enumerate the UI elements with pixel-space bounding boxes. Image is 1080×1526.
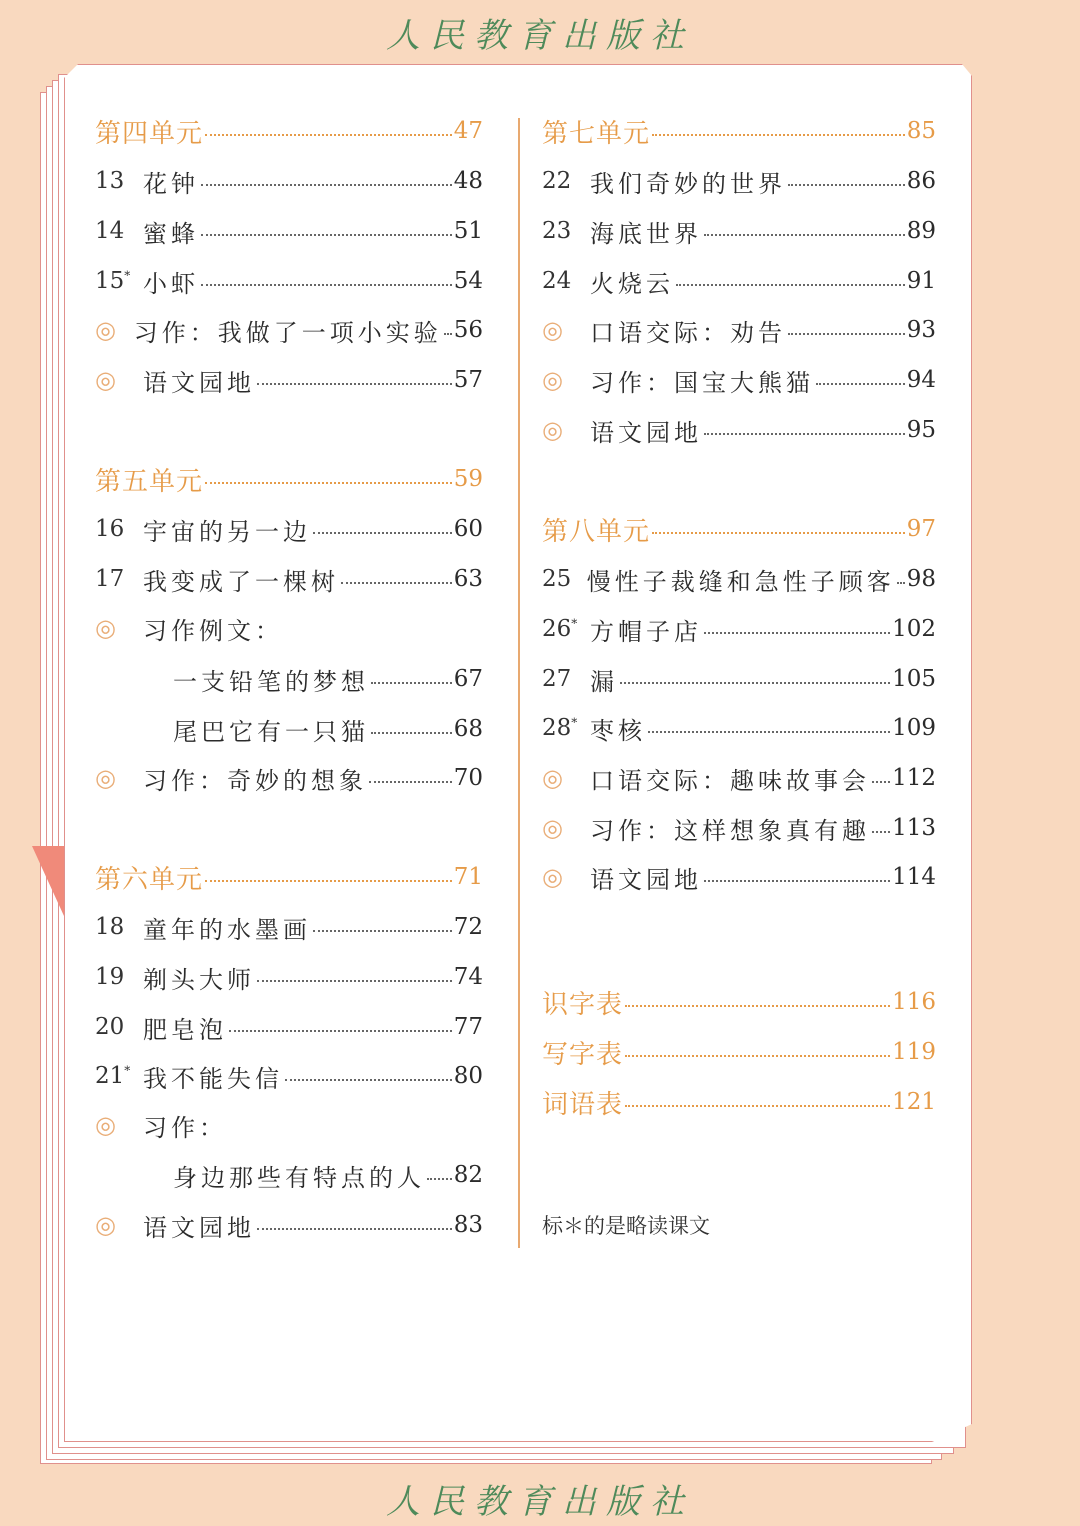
lesson-number bbox=[95, 1063, 143, 1089]
toc-entry[interactable] bbox=[95, 661, 483, 697]
toc-entry[interactable] bbox=[542, 859, 936, 895]
lesson-number-text: 13 bbox=[95, 168, 125, 194]
toc-unit-heading[interactable] bbox=[95, 113, 483, 149]
page-number: 47 bbox=[453, 118, 483, 144]
toc-entry[interactable] bbox=[542, 163, 936, 199]
lesson-number-text: 28 bbox=[542, 715, 572, 741]
skim-reading-star: * bbox=[124, 268, 131, 283]
dot-leader bbox=[285, 1079, 452, 1081]
toc-entry[interactable] bbox=[95, 163, 483, 199]
footnote: 标＊的是略读课文 bbox=[542, 1214, 710, 1238]
page-number: 86 bbox=[906, 168, 936, 194]
entry-title: 习作：我做了一项小实验 bbox=[133, 318, 442, 347]
toc-unit-heading[interactable] bbox=[542, 113, 936, 149]
dot-leader bbox=[257, 980, 452, 982]
toc-entry[interactable] bbox=[95, 1107, 483, 1143]
lesson-number-text: 18 bbox=[95, 914, 125, 940]
dot-leader bbox=[897, 582, 905, 584]
publisher-logo-top: 人民教育出版社 bbox=[386, 16, 694, 56]
entry-title: 花钟 bbox=[143, 169, 199, 198]
double-circle-icon: ◎ bbox=[542, 416, 563, 444]
page-number: 112 bbox=[892, 765, 936, 791]
toc-entry[interactable] bbox=[95, 1207, 483, 1243]
entry-title: 枣核 bbox=[590, 716, 646, 745]
double-circle-icon: ◎ bbox=[95, 764, 116, 792]
entry-title: 蜜蜂 bbox=[143, 219, 199, 248]
lesson-number-text: 17 bbox=[95, 566, 125, 592]
dot-leader bbox=[620, 682, 890, 684]
toc-entry[interactable] bbox=[542, 611, 936, 647]
page-number: 63 bbox=[453, 566, 483, 592]
skim-reading-star: * bbox=[571, 616, 578, 631]
lesson-number-text: 16 bbox=[95, 516, 125, 542]
page-number: 91 bbox=[906, 268, 936, 294]
page-number: 67 bbox=[453, 666, 483, 692]
dot-leader bbox=[205, 482, 452, 484]
page-number: 71 bbox=[453, 864, 483, 890]
toc-unit-heading[interactable] bbox=[95, 461, 483, 497]
double-circle-icon: ◎ bbox=[542, 764, 563, 792]
entry-title: 语文园地 bbox=[590, 865, 702, 894]
column-divider bbox=[518, 118, 520, 1248]
entry-title: 宇宙的另一边 bbox=[143, 517, 311, 546]
toc-entry[interactable] bbox=[95, 511, 483, 547]
page-number: 72 bbox=[453, 914, 483, 940]
entry-title: 习作：国宝大熊猫 bbox=[590, 368, 814, 397]
toc-entry[interactable] bbox=[95, 1157, 483, 1193]
entry-title: 剃头大师 bbox=[143, 965, 255, 994]
double-circle-icon: ◎ bbox=[542, 814, 563, 842]
lesson-number-text: 19 bbox=[95, 964, 125, 990]
lesson-number bbox=[95, 218, 143, 244]
toc-entry[interactable] bbox=[95, 1058, 483, 1094]
page-number: 113 bbox=[892, 815, 936, 841]
toc-unit-heading[interactable] bbox=[95, 859, 483, 895]
lesson-number bbox=[95, 914, 143, 940]
lesson-number bbox=[542, 566, 587, 592]
dot-leader bbox=[371, 682, 452, 684]
entry-title: 语文园地 bbox=[143, 1213, 255, 1242]
dot-leader bbox=[652, 532, 905, 534]
page-number: 97 bbox=[906, 516, 936, 542]
entry-title: 尾巴它有一只猫 bbox=[173, 717, 369, 746]
page-number: 116 bbox=[892, 989, 936, 1015]
lesson-number-text: 15 bbox=[95, 268, 125, 294]
entry-title: 习作：这样想象真有趣 bbox=[590, 816, 870, 845]
entry-title: 口语交际：趣味故事会 bbox=[590, 766, 870, 795]
dot-leader bbox=[872, 781, 890, 783]
lesson-number bbox=[542, 218, 590, 244]
entry-title: 漏 bbox=[590, 667, 618, 696]
page-number: 70 bbox=[453, 765, 483, 791]
lesson-number bbox=[542, 715, 590, 741]
page-number: 114 bbox=[892, 864, 936, 890]
toc-entry[interactable] bbox=[542, 760, 936, 796]
toc-unit-heading[interactable] bbox=[542, 511, 936, 547]
dot-leader bbox=[676, 284, 905, 286]
dot-leader bbox=[816, 383, 905, 385]
lesson-number bbox=[95, 964, 143, 990]
entry-title: 第六单元 bbox=[95, 864, 204, 895]
dot-leader bbox=[625, 1055, 890, 1057]
lesson-number-text: 27 bbox=[542, 666, 572, 692]
toc-entry[interactable] bbox=[95, 909, 483, 945]
lesson-number-text: 24 bbox=[542, 268, 572, 294]
lesson-number bbox=[542, 666, 590, 692]
dot-leader bbox=[341, 582, 452, 584]
dot-leader bbox=[201, 284, 452, 286]
toc-entry[interactable] bbox=[542, 561, 936, 597]
toc-entry[interactable] bbox=[542, 412, 936, 448]
dot-leader bbox=[313, 930, 452, 932]
dot-leader bbox=[201, 184, 452, 186]
page-number: 82 bbox=[453, 1162, 483, 1188]
lesson-number-text: 25 bbox=[542, 566, 572, 592]
entry-title: 语文园地 bbox=[143, 368, 255, 397]
toc-entry[interactable] bbox=[95, 263, 483, 299]
page-number: 83 bbox=[453, 1212, 483, 1238]
entry-title: 习作：奇妙的想象 bbox=[143, 766, 367, 795]
dot-leader bbox=[257, 383, 452, 385]
page-number: 51 bbox=[453, 218, 483, 244]
lesson-number-text: 22 bbox=[542, 168, 572, 194]
toc-entry[interactable] bbox=[95, 711, 483, 747]
toc-entry[interactable] bbox=[542, 661, 936, 697]
toc-entry[interactable] bbox=[542, 810, 936, 846]
dot-leader bbox=[872, 831, 890, 833]
double-circle-icon: ◎ bbox=[542, 316, 563, 344]
toc-entry[interactable] bbox=[95, 1009, 483, 1045]
page-number: 57 bbox=[453, 367, 483, 393]
entry-title: 习作例文： bbox=[143, 616, 283, 645]
publisher-logo-bottom: 人民教育出版社 bbox=[386, 1482, 694, 1522]
toc-entry[interactable] bbox=[95, 610, 483, 646]
dot-leader bbox=[704, 880, 890, 882]
page-number: 60 bbox=[453, 516, 483, 542]
entry-title: 写字表 bbox=[542, 1039, 624, 1070]
toc-entry[interactable] bbox=[95, 213, 483, 249]
page-number: 54 bbox=[453, 268, 483, 294]
dot-leader bbox=[427, 1178, 452, 1180]
double-circle-icon: ◎ bbox=[95, 614, 116, 642]
page-number: 56 bbox=[453, 317, 483, 343]
dot-leader bbox=[625, 1005, 890, 1007]
dot-leader bbox=[257, 1228, 452, 1230]
skim-reading-star: * bbox=[124, 1063, 131, 1078]
entry-title: 第五单元 bbox=[95, 466, 204, 497]
dot-leader bbox=[313, 532, 452, 534]
entry-title: 我不能失信 bbox=[143, 1064, 283, 1093]
entry-title: 慢性子裁缝和急性子顾客 bbox=[586, 567, 895, 596]
double-circle-icon: ◎ bbox=[95, 1111, 116, 1139]
lesson-number-text: 21 bbox=[95, 1063, 125, 1089]
toc-entry[interactable] bbox=[95, 362, 483, 398]
page-number: 98 bbox=[906, 566, 936, 592]
dot-leader bbox=[369, 781, 452, 783]
page-number: 80 bbox=[453, 1063, 483, 1089]
lesson-number bbox=[95, 268, 143, 294]
toc-entry[interactable] bbox=[542, 312, 936, 348]
double-circle-icon: ◎ bbox=[95, 316, 116, 344]
entry-title: 身边那些有特点的人 bbox=[173, 1163, 425, 1192]
dot-leader bbox=[788, 333, 905, 335]
lesson-number bbox=[95, 168, 143, 194]
toc-entry[interactable] bbox=[542, 213, 936, 249]
entry-title: 肥皂泡 bbox=[143, 1015, 227, 1044]
toc-entry[interactable] bbox=[95, 561, 483, 597]
dot-leader bbox=[648, 731, 890, 733]
entry-title: 第八单元 bbox=[542, 516, 651, 547]
dot-leader bbox=[704, 632, 890, 634]
dot-leader bbox=[704, 433, 905, 435]
page-number: 119 bbox=[892, 1039, 936, 1065]
entry-title: 语文园地 bbox=[590, 418, 702, 447]
lesson-number bbox=[95, 1014, 143, 1040]
dot-leader bbox=[205, 880, 452, 882]
lesson-number-text: 20 bbox=[95, 1014, 125, 1040]
entry-title: 第四单元 bbox=[95, 118, 204, 149]
page-number: 121 bbox=[892, 1089, 936, 1115]
page-number: 85 bbox=[906, 118, 936, 144]
lesson-number bbox=[95, 566, 143, 592]
page-number: 105 bbox=[892, 666, 936, 692]
entry-title: 词语表 bbox=[542, 1089, 624, 1120]
lesson-number bbox=[95, 516, 143, 542]
entry-title: 我们奇妙的世界 bbox=[590, 169, 786, 198]
toc-entry[interactable] bbox=[542, 710, 936, 746]
toc-entry[interactable] bbox=[95, 312, 483, 348]
dot-leader bbox=[704, 234, 905, 236]
page-number: 48 bbox=[453, 168, 483, 194]
double-circle-icon: ◎ bbox=[95, 1211, 116, 1239]
toc-entry[interactable] bbox=[542, 362, 936, 398]
page-number: 93 bbox=[906, 317, 936, 343]
page-number: 77 bbox=[453, 1014, 483, 1040]
dot-leader bbox=[205, 134, 452, 136]
bookmark-tab bbox=[32, 846, 64, 976]
dot-leader bbox=[201, 234, 452, 236]
lesson-number bbox=[542, 168, 590, 194]
page-number: 94 bbox=[906, 367, 936, 393]
page-number: 59 bbox=[453, 466, 483, 492]
dot-leader bbox=[652, 134, 905, 136]
page-number: 74 bbox=[453, 964, 483, 990]
dot-leader bbox=[444, 333, 452, 335]
lesson-number bbox=[542, 616, 590, 642]
entry-title: 火烧云 bbox=[590, 269, 674, 298]
entry-title: 海底世界 bbox=[590, 219, 702, 248]
entry-title: 方帽子店 bbox=[590, 617, 702, 646]
toc-unit-heading[interactable] bbox=[542, 1034, 936, 1070]
dot-leader bbox=[229, 1030, 452, 1032]
page-number: 68 bbox=[453, 716, 483, 742]
toc-unit-heading[interactable] bbox=[542, 1084, 936, 1120]
lesson-number-text: 14 bbox=[95, 218, 125, 244]
toc-entry[interactable] bbox=[542, 263, 936, 299]
lesson-number bbox=[542, 268, 590, 294]
entry-title: 口语交际：劝告 bbox=[590, 318, 786, 347]
toc-entry[interactable] bbox=[95, 760, 483, 796]
page-number: 109 bbox=[892, 715, 936, 741]
toc-unit-heading[interactable] bbox=[542, 984, 936, 1020]
toc-entry[interactable] bbox=[95, 959, 483, 995]
page-number: 89 bbox=[906, 218, 936, 244]
entry-title: 识字表 bbox=[542, 989, 624, 1020]
skim-reading-star: * bbox=[571, 715, 578, 730]
page-number: 95 bbox=[906, 417, 936, 443]
dot-leader bbox=[625, 1105, 890, 1107]
double-circle-icon: ◎ bbox=[542, 863, 563, 891]
entry-title: 我变成了一棵树 bbox=[143, 567, 339, 596]
entry-title: 一支铅笔的梦想 bbox=[173, 667, 369, 696]
page-number: 102 bbox=[892, 616, 936, 642]
entry-title: 第七单元 bbox=[542, 118, 651, 149]
double-circle-icon: ◎ bbox=[542, 366, 563, 394]
entry-title: 小虾 bbox=[143, 269, 199, 298]
lesson-number-text: 26 bbox=[542, 616, 572, 642]
lesson-number-text: 23 bbox=[542, 218, 572, 244]
dot-leader bbox=[371, 732, 452, 734]
entry-title: 童年的水墨画 bbox=[143, 915, 311, 944]
double-circle-icon: ◎ bbox=[95, 366, 116, 394]
entry-title: 习作： bbox=[143, 1113, 227, 1142]
dot-leader bbox=[788, 184, 905, 186]
